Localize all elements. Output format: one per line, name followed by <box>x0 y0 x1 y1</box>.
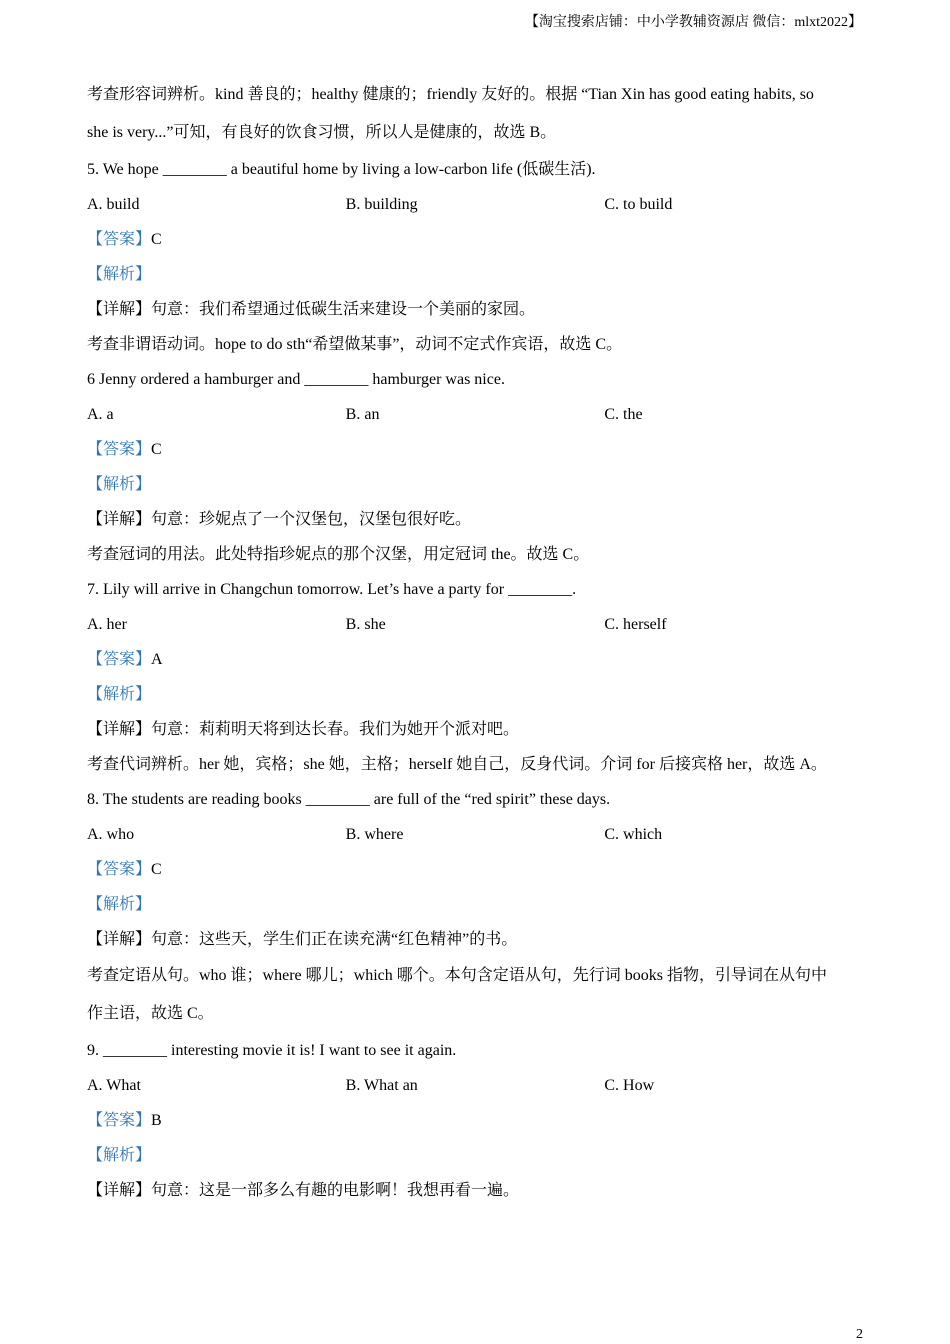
answer-value: C <box>151 861 162 878</box>
detail-line: 【详解】句意：这是一部多么有趣的电影啊！我想再看一遍。 <box>87 1182 520 1199</box>
option-a: A. build <box>87 196 140 213</box>
answer-label: 【答案】 <box>87 231 152 248</box>
detail-line: 【详解】句意：我们希望通过低碳生活来建设一个美丽的家园。 <box>87 301 536 318</box>
option-b: B. she <box>345 616 386 633</box>
analysis-label: 【解析】 <box>87 476 152 493</box>
answer-line <box>87 222 863 257</box>
options-row <box>87 397 863 432</box>
detail-line: 【详解】句意：莉莉明天将到达长春。我们为她开个派对吧。 <box>87 721 520 738</box>
analysis-label: 【解析】 <box>87 686 152 703</box>
options-row <box>87 607 863 642</box>
question-stem: 7. Lily will arrive in Changchun tomorrow. Let’s have a party for ________. <box>87 581 577 598</box>
explain-line: 考查代词辨析。her 她，宾格；she 她，主格；herself 她自己，反身代词。介词 for 后接宾格 her，故选 A。 <box>87 756 827 773</box>
explain-line: 考查非谓语动词。hope to do sth“希望做某事”，动词不定式作宾语，故选 C。 <box>87 336 623 353</box>
question-stem: 5. We hope ________ a beautiful home by living a low-carbon life (低碳生活). <box>87 161 596 178</box>
answer-value: A <box>151 651 163 668</box>
option-b: B. What an <box>345 1077 418 1094</box>
option-b: B. where <box>345 826 404 843</box>
answer-line <box>87 432 863 467</box>
option-a: A. who <box>87 826 135 843</box>
question-stem: 9. ________ interesting movie it is! I want to see it again. <box>87 1042 457 1059</box>
option-a: A. her <box>87 616 127 633</box>
answer-line <box>87 852 863 887</box>
analysis-text: 考查形容词辨析。kind 善良的；healthy 健康的；friendly 友好的。根据 “Tian Xin has good eating habits, so <box>87 86 814 103</box>
question-block <box>87 152 863 362</box>
answer-value: C <box>151 441 162 458</box>
analysis-label: 【解析】 <box>87 896 152 913</box>
option-c: C. herself <box>604 616 667 633</box>
answer-label: 【答案】 <box>87 861 152 878</box>
detail-line: 【详解】句意：这些天，学生们正在读充满“红色精神”的书。 <box>87 931 518 948</box>
answer-line <box>87 1103 863 1138</box>
question-block <box>87 572 863 782</box>
option-a: A. What <box>87 1077 141 1094</box>
option-c: C. which <box>604 826 663 843</box>
analysis-label: 【解析】 <box>87 266 152 283</box>
option-a: A. a <box>87 406 114 423</box>
answer-label: 【答案】 <box>87 651 152 668</box>
page-header: 【淘宝搜索店铺：中小学教辅资源店 微信：mlxt2022】 <box>524 15 862 30</box>
options-row <box>87 817 863 852</box>
question-stem: 8. The students are reading books ________ are full of the “red spirit” these days. <box>87 791 611 808</box>
question-block <box>87 362 863 572</box>
analysis-label: 【解析】 <box>87 1147 152 1164</box>
page-number: 2 <box>856 1327 863 1342</box>
answer-value: C <box>151 231 162 248</box>
option-b: B. an <box>345 406 380 423</box>
question-block <box>87 1033 863 1208</box>
answer-label: 【答案】 <box>87 1112 152 1129</box>
question-block <box>87 782 863 1033</box>
answer-value: B <box>151 1112 162 1129</box>
explain-line: 作主语，故选 C。 <box>87 1005 214 1022</box>
option-c: C. to build <box>604 196 673 213</box>
page-content <box>87 76 863 1208</box>
explain-line: 考查冠词的用法。此处特指珍妮点的那个汉堡，用定冠词 the。故选 C。 <box>87 546 590 563</box>
answer-line <box>87 642 863 677</box>
explain-line: 考查定语从句。who 谁；where 哪儿；which 哪个。本句含定语从句，先行词 books 指物，引导词在从句中 <box>87 967 827 984</box>
answer-label: 【答案】 <box>87 441 152 458</box>
option-c: C. the <box>604 406 643 423</box>
option-c: C. How <box>604 1077 655 1094</box>
question-stem: 6 Jenny ordered a hamburger and ________ hamburger was nice. <box>87 371 505 388</box>
options-row <box>87 1068 863 1103</box>
options-row <box>87 187 863 222</box>
option-b: B. building <box>345 196 418 213</box>
detail-line: 【详解】句意：珍妮点了一个汉堡包，汉堡包很好吃。 <box>87 511 472 528</box>
analysis-text: she is very...”可知，有良好的饮食习惯，所以人是健康的，故选 B。 <box>87 124 557 141</box>
